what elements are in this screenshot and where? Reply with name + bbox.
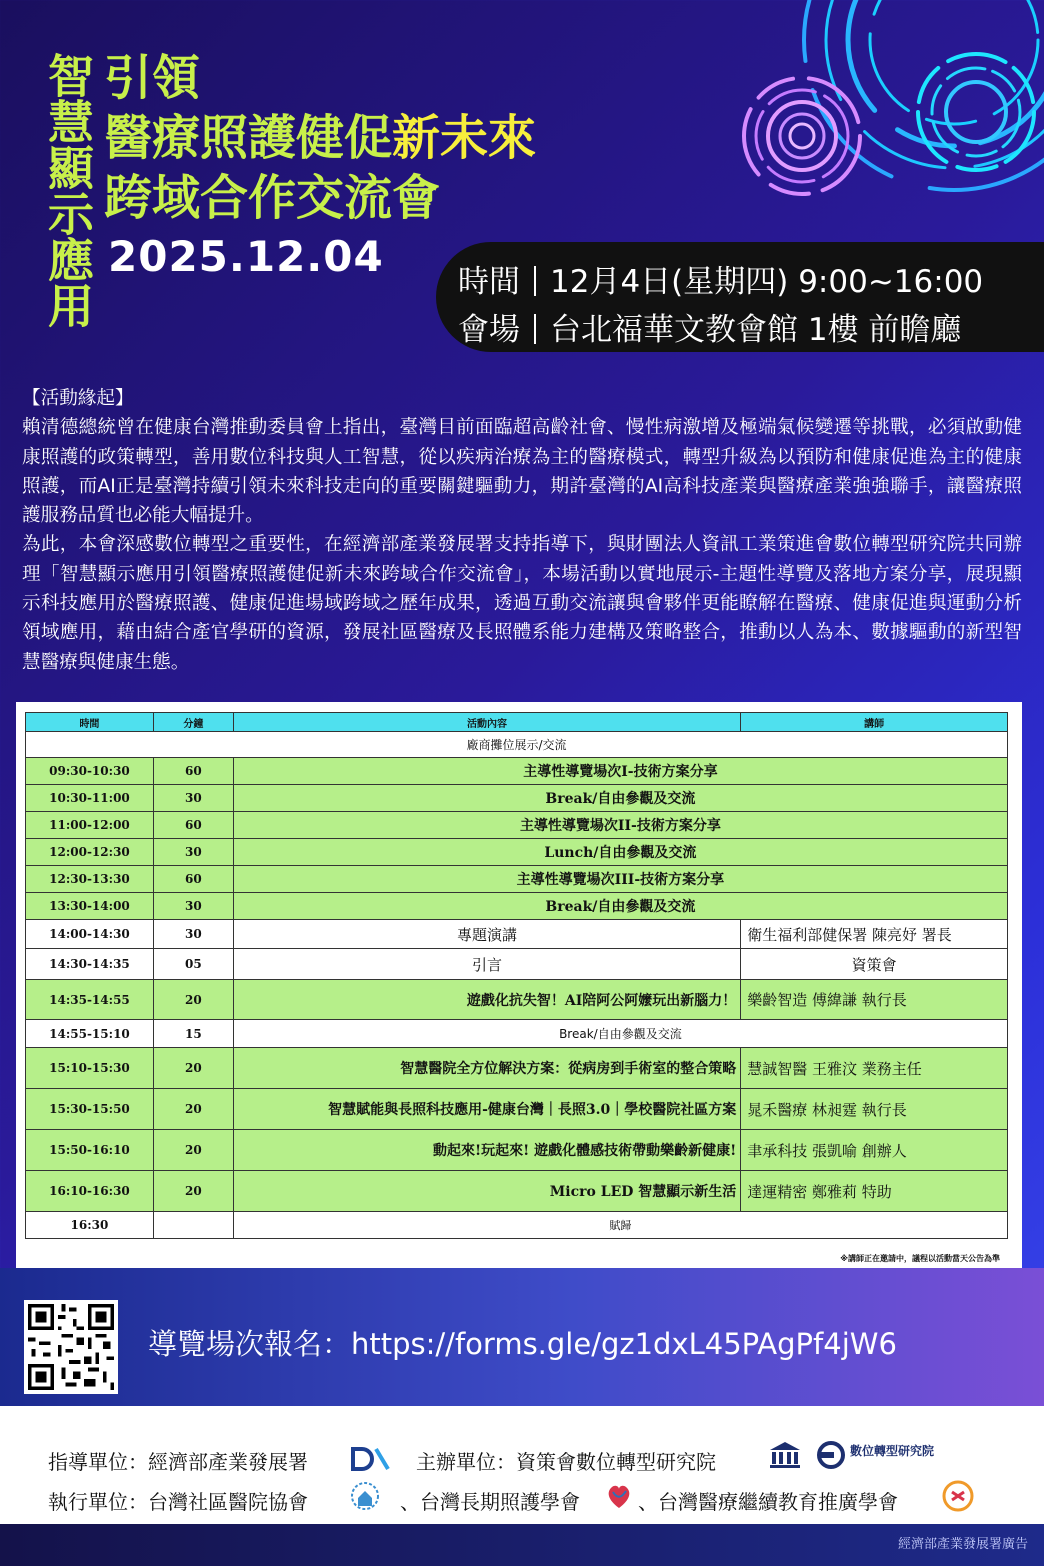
table-row	[26, 980, 1008, 1020]
decorative-circles-icon	[584, 0, 1044, 240]
long-term-care-logo-icon	[604, 1480, 634, 1512]
venue-row	[458, 304, 961, 349]
speaker-cell: 達運精密 鄭雅莉 特助	[741, 1171, 1008, 1212]
topic-cell: Micro LED 智慧顯示新生活	[233, 1171, 740, 1212]
speaker-cell: 資策會	[741, 949, 1008, 980]
intro-section	[22, 384, 1022, 677]
speaker-cell: 慧誠智醫 王雅汶 業務主任	[741, 1048, 1008, 1089]
table-row	[26, 1130, 1008, 1171]
topic-cell: 賦歸	[233, 1212, 1007, 1239]
minutes-cell: 15	[153, 1020, 233, 1048]
time-value: 12月4日(星期四) 9:00~16:00	[550, 264, 984, 300]
topic-cell: 動起來!玩起來! 遊戲化體感技術帶動樂齡新健康!	[233, 1130, 740, 1171]
minutes-cell: 60	[153, 812, 233, 839]
title-line-2a: 醫療照護健促	[104, 110, 393, 166]
table-row	[26, 949, 1008, 980]
time-cell: 15:30-15:50	[26, 1089, 154, 1130]
time-cell: 14:30-14:35	[26, 949, 154, 980]
time-cell: 14:55-15:10	[26, 1020, 154, 1048]
minutes-cell: 05	[153, 949, 233, 980]
medical-education-logo-icon	[942, 1480, 974, 1512]
table-row	[26, 866, 1008, 893]
intro-paragraph-2: 為此，本會深感數位轉型之重要性，在經濟部產業發展署支持指導下，與財團法人資訊工業策進會數位轉型研究院共同辦理「智慧顯示應用引領醫療照護健促新未來跨域合作交流會」，本場活動以實地展示-主題性導覽及落地方案分享，展現顯示科技應用於醫療照護、健康促進場域跨域之歷年成果，透過互動交流讓與會夥伴更能瞭解在醫療、健康促進與運動分析領域應用，藉由結合產官學研的資源，發展社區醫療及長照體系能力建構及策略整合，推動以人為本、數據驅動的新型智慧醫療與健康生態。	[22, 534, 1022, 673]
minutes-cell: 30	[153, 893, 233, 920]
divider	[534, 314, 536, 344]
venue-label: 會場	[458, 312, 520, 348]
topic-cell: 智慧醫院全方位解決方案：從病房到手術室的整合策略	[233, 1048, 740, 1089]
minutes-cell: 20	[153, 1048, 233, 1089]
table-header-row	[26, 713, 1008, 732]
time-cell: 13:30-14:00	[26, 893, 154, 920]
time-label: 時間	[458, 264, 520, 300]
community-hospital-logo-icon	[350, 1480, 380, 1512]
table-row	[26, 1171, 1008, 1212]
table-row	[26, 812, 1008, 839]
time-cell: 14:00-14:30	[26, 920, 154, 949]
schedule-table	[25, 712, 1008, 1239]
topic-cell: 引言	[233, 949, 740, 980]
topic-cell: 主導性導覽場次II-技術方案分享	[233, 812, 1007, 839]
speaker-cell: 晁禾醫療 林昶霆 執行長	[741, 1089, 1008, 1130]
table-row	[26, 839, 1008, 866]
institute-logo-text: 數位轉型研究院	[850, 1444, 935, 1458]
exec-unit: 執行單位：台灣社區醫院協會	[48, 1490, 308, 1514]
topic-cell: 主導性導覽場次I-技術方案分享	[233, 758, 1007, 785]
title-line-2b: 新未來	[392, 110, 537, 166]
topic-cell: 專題演講	[233, 920, 740, 949]
header-speaker: 講師	[741, 713, 1008, 732]
table-row	[26, 758, 1008, 785]
time-cell: 12:30-13:30	[26, 866, 154, 893]
ida-logo-icon	[350, 1446, 392, 1472]
minutes-cell	[153, 1212, 233, 1239]
time-cell: 16:10-16:30	[26, 1171, 154, 1212]
opening-cell: 廠商攤位展示/交流	[26, 732, 1008, 758]
exec-unit-3: 、台灣醫療繼續教育推廣學會	[638, 1490, 898, 1514]
speaker-cell: 聿承科技 張凱喻 創辦人	[741, 1130, 1008, 1171]
minutes-cell: 30	[153, 839, 233, 866]
ad-note: 經濟部產業發展署廣告	[897, 1537, 1028, 1552]
table-row	[26, 732, 1008, 758]
venue-value: 台北福華文教會館 1樓 前瞻廳	[550, 312, 962, 348]
header-minutes: 分鐘	[153, 713, 233, 732]
table-row	[26, 1212, 1008, 1239]
table-row	[26, 893, 1008, 920]
table-row	[26, 1089, 1008, 1130]
schedule-note: ※講師正在邀請中，議程以活動當天公告為準	[840, 1254, 1000, 1263]
minutes-cell: 30	[153, 920, 233, 949]
time-cell: 12:00-12:30	[26, 839, 154, 866]
topic-cell: Break/自由參觀及交流	[233, 893, 1007, 920]
topic-cell: Break/自由參觀及交流	[233, 785, 1007, 812]
header-time: 時間	[26, 713, 154, 732]
minutes-cell: 20	[153, 980, 233, 1020]
minutes-cell: 20	[153, 1171, 233, 1212]
time-cell: 15:10-15:30	[26, 1048, 154, 1089]
topic-cell: 智慧賦能與長照科技應用-健康台灣｜長照3.0｜學校醫院社區方案	[233, 1089, 740, 1130]
time-cell: 15:50-16:10	[26, 1130, 154, 1171]
topic-cell: 主導性導覽場次III-技術方案分享	[233, 866, 1007, 893]
intro-paragraph-1: 賴清德總統曾在健康台灣推動委員會上指出，臺灣目前面臨超高齡社會、慢性病激增及極端氣候變遷等挑戰，必須啟動健康照護的政策轉型，善用數位科技與人工智慧，從以疾病治療為主的醫療模式，轉型升級為以預防和健康促進為主的健康照護，而AI正是臺灣持續引領未來科技走向的重要關鍵驅動力，期許臺灣的AI高科技產業與醫療產業強強聯手，讓醫療照護服務品質也必能大幅提升。	[22, 417, 1022, 527]
guide-unit: 指導單位：經濟部產業發展署	[48, 1450, 308, 1474]
event-date: 2025.12.04	[108, 232, 384, 281]
minutes-cell: 60	[153, 758, 233, 785]
time-cell: 09:30-10:30	[26, 758, 154, 785]
title-line-1: 引領	[104, 50, 201, 106]
time-cell: 16:30	[26, 1212, 154, 1239]
registration-link[interactable]: 導覽場次報名：https://forms.gle/gz1dxL45PAgPf4jW6	[148, 1327, 897, 1361]
minutes-cell: 20	[153, 1130, 233, 1171]
table-row	[26, 920, 1008, 949]
minutes-cell: 20	[153, 1089, 233, 1130]
bottom-strip	[0, 1524, 1044, 1566]
minutes-cell: 30	[153, 785, 233, 812]
dti-logo-icon	[816, 1440, 846, 1470]
intro-heading: 【活動緣起】	[22, 388, 134, 409]
iii-logo-icon	[768, 1440, 802, 1470]
speaker-cell: 樂齡智造 傅緯謙 執行長	[741, 980, 1008, 1020]
table-row	[26, 1048, 1008, 1089]
topic-cell: 遊戲化抗失智！AI陪阿公阿嬤玩出新腦力！	[233, 980, 740, 1020]
title-line-2	[104, 110, 536, 166]
qr-code-icon[interactable]	[24, 1300, 118, 1394]
title-line-3: 跨域合作交流會	[104, 170, 441, 226]
topic-cell: Break/自由參觀及交流	[233, 1020, 1007, 1048]
minutes-cell: 60	[153, 866, 233, 893]
time-cell: 11:00-12:00	[26, 812, 154, 839]
time-row	[458, 256, 983, 301]
header-activity: 活動內容	[233, 713, 740, 732]
exec-unit-2: 、台灣長期照護學會	[400, 1490, 580, 1514]
vertical-title: 智慧顯示應用	[41, 52, 95, 328]
topic-cell: Lunch/自由參觀及交流	[233, 839, 1007, 866]
host-unit: 主辦單位：資策會數位轉型研究院	[416, 1450, 716, 1474]
schedule-panel	[16, 702, 1022, 1268]
time-cell: 10:30-11:00	[26, 785, 154, 812]
time-cell: 14:35-14:55	[26, 980, 154, 1020]
table-row	[26, 1020, 1008, 1048]
divider	[534, 266, 536, 296]
table-row	[26, 785, 1008, 812]
speaker-cell: 衛生福利部健保署 陳亮妤 署長	[741, 920, 1008, 949]
